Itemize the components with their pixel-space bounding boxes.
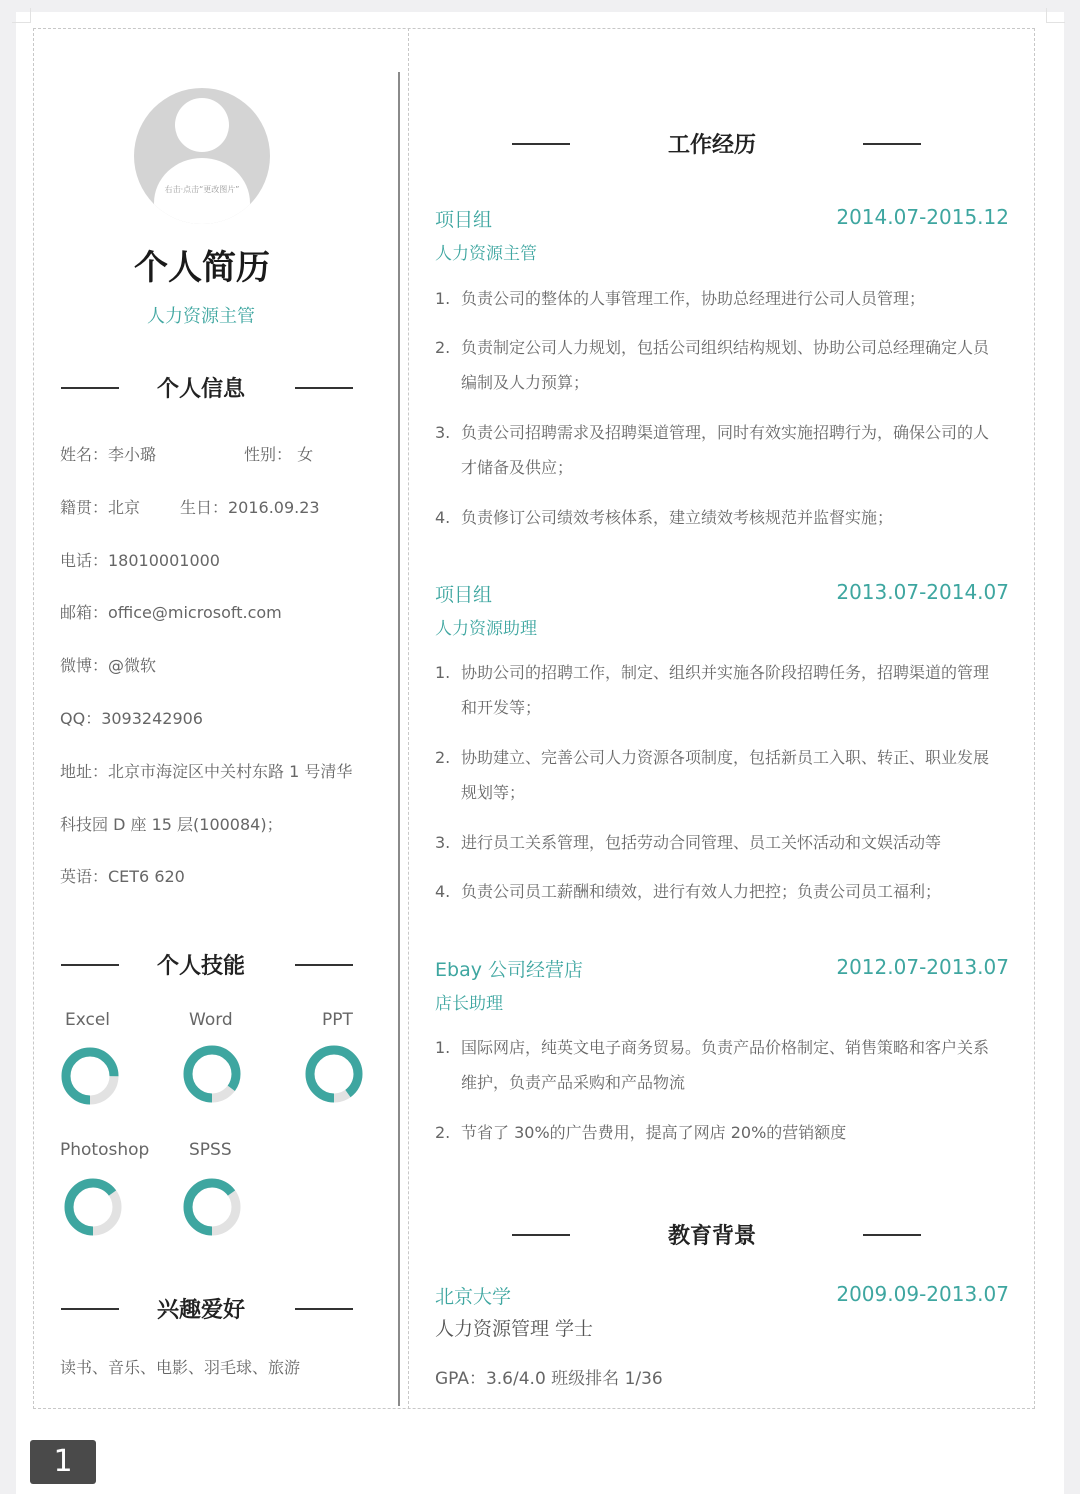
column-divider-dashed xyxy=(408,28,409,1409)
resume-page xyxy=(16,12,1064,1494)
info-birthday: 生日：2016.09.23 xyxy=(180,498,320,517)
heading-dash xyxy=(512,1234,570,1236)
page-number[interactable]: 1 xyxy=(30,1440,96,1484)
avatar[interactable] xyxy=(134,88,270,224)
skill-donut-word xyxy=(183,1045,241,1103)
corner-mark xyxy=(12,8,31,23)
job-duty-item: 3. 进行员工关系管理，包括劳动合同管理、员工关怀活动和文娱活动等 xyxy=(435,833,942,852)
job-role: 店长助理 xyxy=(435,994,503,1014)
info-english: 英语：CET6 620 xyxy=(60,867,185,886)
skill-donut-excel xyxy=(61,1047,119,1105)
skill-donut-photoshop xyxy=(64,1178,122,1236)
skill-donut-spss xyxy=(183,1178,241,1236)
skills-heading: 个人技能 xyxy=(157,954,246,979)
edu-major: 人力资源管理 学士 xyxy=(435,1318,594,1340)
skill-label-ppt: PPT xyxy=(322,1010,353,1030)
hobbies-heading: 兴趣爱好 xyxy=(157,1298,246,1323)
job-duty-item: 2. 协助建立、完善公司人力资源各项制度，包括新员工入职、转正、职业发展规划等； xyxy=(435,748,990,802)
job-duty-item: 4. 负责修订公司绩效考核体系，建立绩效考核规范并监督实施； xyxy=(435,508,894,527)
skill-label-excel: Excel xyxy=(65,1010,111,1030)
skill-label-spss: SPSS xyxy=(189,1140,232,1160)
job-date: 2012.07-2013.07 xyxy=(836,955,1009,979)
heading-dash xyxy=(295,1308,353,1310)
job-date: 2013.07-2014.07 xyxy=(836,580,1009,604)
edu-school: 北京大学 xyxy=(435,1286,512,1308)
job-date: 2014.07-2015.12 xyxy=(836,205,1009,229)
heading-dash xyxy=(863,143,921,145)
job-role: 人力资源主管 xyxy=(435,244,537,264)
info-address-cont: 科技园 D 座 15 层(100084)； xyxy=(60,815,283,834)
column-divider xyxy=(398,72,400,1406)
info-name: 姓名：李小璐 xyxy=(60,445,157,464)
heading-dash xyxy=(863,1234,921,1236)
heading-dash xyxy=(295,387,353,389)
corner-mark xyxy=(1046,8,1065,23)
job-duty-item: 1. 负责公司的整体的人事管理工作，协助总经理进行公司人员管理； xyxy=(435,289,926,308)
job-duty-item: 3. 负责公司招聘需求及招聘渠道管理，同时有效实施招聘行为，确保公司的人才储备及供应； xyxy=(435,423,990,477)
edu-date: 2009.09-2013.07 xyxy=(836,1282,1009,1306)
resume-title: 个人简历 xyxy=(134,248,270,288)
resume-subtitle: 人力资源主管 xyxy=(147,306,255,327)
heading-dash xyxy=(61,1308,119,1310)
edu-gpa: GPA：3.6/4.0 班级排名 1/36 xyxy=(435,1369,663,1389)
job-duty-item: 1. 协助公司的招聘工作，制定、组织并实施各阶段招聘任务，招聘渠道的管理和开发等； xyxy=(435,663,990,717)
info-hometown: 籍贯：北京 xyxy=(60,498,141,517)
job-duty-item: 4. 负责公司员工薪酬和绩效，进行有效人力把控；负责公司员工福利； xyxy=(435,882,942,901)
avatar-hint: 右击·点击“更改图片” xyxy=(164,185,240,194)
info-gender: 性别： 女 xyxy=(244,445,314,464)
donut-level-arc xyxy=(310,1050,358,1098)
job-org: 项目组 xyxy=(435,209,493,231)
heading-dash xyxy=(61,964,119,966)
info-email: 邮箱：office@microsoft.com xyxy=(60,603,282,622)
skill-label-photoshop: Photoshop xyxy=(60,1140,150,1160)
info-phone: 电话：18010001000 xyxy=(60,551,220,570)
hobbies-text: 读书、音乐、电影、羽毛球、旅游 xyxy=(60,1358,301,1377)
job-duty-item: 2. 节省了 30%的广告费用，提高了网店 20%的营销额度 xyxy=(435,1123,847,1142)
info-weibo: 微博：@微软 xyxy=(60,656,157,675)
heading-dash xyxy=(295,964,353,966)
skill-donut-ppt xyxy=(305,1045,363,1103)
work-heading: 工作经历 xyxy=(668,133,757,158)
job-org: Ebay 公司经营店 xyxy=(435,959,583,981)
heading-dash xyxy=(61,387,119,389)
job-duty-item: 2. 负责制定公司人力规划，包括公司组织结构规划、协助公司总经理确定人员编制及人力预算； xyxy=(435,338,990,392)
personal-info-heading: 个人信息 xyxy=(157,377,246,402)
heading-dash xyxy=(512,143,570,145)
job-org: 项目组 xyxy=(435,584,493,606)
info-qq: QQ：3093242906 xyxy=(60,709,203,728)
job-duty-item: 1. 国际网店，纯英文电子商务贸易。负责产品价格制定、销售策略和客户关系维护，负责产品采购和产品物流 xyxy=(435,1038,990,1092)
job-role: 人力资源助理 xyxy=(435,619,537,639)
skill-label-word: Word xyxy=(189,1010,233,1030)
avatar-head xyxy=(175,98,229,152)
education-heading: 教育背景 xyxy=(668,1224,757,1249)
info-address: 地址：北京市海淀区中关村东路 1 号清华 xyxy=(60,762,353,781)
